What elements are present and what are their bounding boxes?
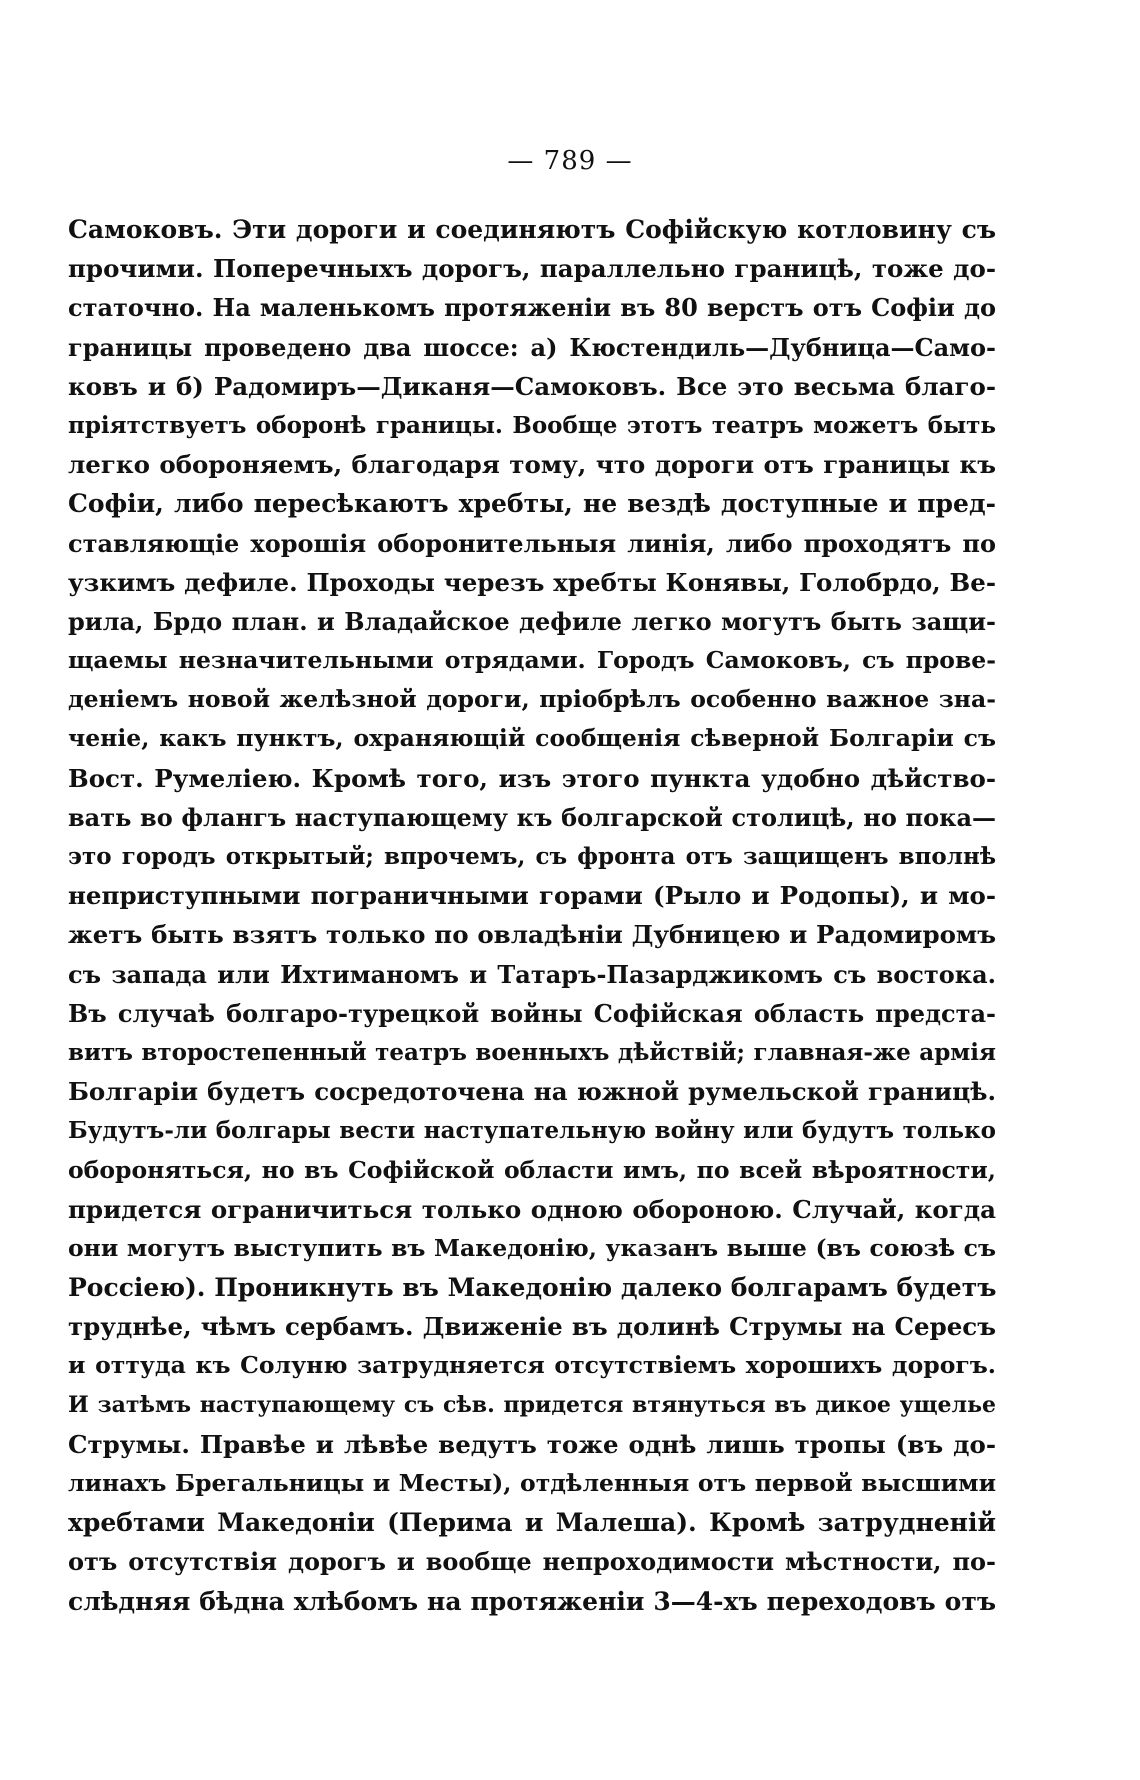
text-line: легко обороняемъ, благодаря тому, что дороги отъ границы къ — [68, 450, 996, 480]
text-line: хребтами Македоніи (Перима и Малеша). Кромѣ затрудненій — [68, 1508, 996, 1538]
text-line: линахъ Брегальницы и Месты), отдѣленныя отъ первой высшими — [68, 1469, 996, 1497]
text-line: вать во флангъ наступающему къ болгарской столицѣ, но пока— — [68, 802, 996, 832]
text-line: щаемы незначительными отрядами. Городъ Самоковъ, съ прове- — [68, 646, 996, 675]
text-line: съ запада или Ихтиманомъ и Татаръ-Пазарджикомъ съ востока. — [68, 959, 996, 989]
text-line: отъ отсутствія дорогъ и вообще непроходимости мѣстности, по- — [68, 1547, 996, 1577]
text-line: и оттуда къ Солуню затрудняется отсутствіемъ хорошихъ дорогъ. — [68, 1351, 996, 1380]
text-line: границы проведено два шоссе: а) Кюстендиль—Дубница—Само- — [68, 332, 996, 362]
text-line: пріятствуетъ оборонѣ границы. Вообще этотъ театръ можетъ быть — [68, 411, 996, 439]
text-line: Самоковъ. Эти дороги и соединяютъ Софійскую котловину съ — [68, 215, 996, 244]
text-line: придется ограничиться только одною обороною. Случай, когда — [68, 1194, 996, 1224]
text-line: слѣдняя бѣдна хлѣбомъ на протяженіи 3—4-хъ переходовъ отъ — [68, 1586, 996, 1616]
body-text — [68, 210, 996, 1621]
text-line: это городъ открытый; впрочемъ, съ фронта отъ защищенъ вполнѣ — [68, 843, 996, 870]
text-line: Софіи, либо пересѣкаютъ хребты, не вездѣ доступные и пред- — [68, 489, 996, 519]
text-line: деніемъ новой желѣзной дороги, пріобрѣлъ особенно важное зна- — [68, 685, 996, 714]
page-number: — 789 — — [507, 146, 633, 176]
text-line: обороняться, но въ Софійской области имъ, по всей вѣроятности, — [68, 1155, 996, 1184]
text-line: труднѣе, чѣмъ сербамъ. Движеніе въ долинѣ Струмы на Сересъ — [68, 1312, 996, 1342]
text-line: ковъ и б) Радомиръ—Диканя—Самоковъ. Все это весьма благо- — [68, 371, 996, 401]
text-line: узкимъ дефиле. Проходы черезъ хребты Конявы, Голобрдо, Ве- — [68, 567, 996, 597]
text-line: статочно. На маленькомъ протяженіи въ 80 верстъ отъ Софіи до — [68, 293, 996, 323]
text-line: неприступными пограничными горами (Рыло и Родопы), и мо- — [68, 881, 996, 911]
text-line: Болгаріи будетъ сосредоточена на южной румельской границѣ. — [68, 1077, 996, 1107]
text-line: И затѣмъ наступающему съ сѣв. придется втянуться въ дикое ущелье — [68, 1391, 996, 1418]
text-line: прочими. Поперечныхъ дорогъ, параллельно границѣ, тоже до- — [68, 254, 996, 284]
text-line: жетъ быть взятъ только по овладѣніи Дубницею и Радомиромъ — [68, 920, 996, 950]
text-line: Вост. Румеліею. Кромѣ того, изъ этого пункта удобно дѣйство- — [68, 763, 996, 793]
text-line: ченіе, какъ пунктъ, охраняющій сообщенія сѣверной Болгаріи съ — [68, 724, 996, 753]
text-line: Струмы. Правѣе и лѣвѣе ведутъ тоже однѣ лишь тропы (въ до- — [68, 1429, 996, 1459]
text-line: Въ случаѣ болгаро-турецкой войны Софійская область предста- — [68, 998, 996, 1028]
text-line: ставляющіе хорошія оборонительныя линія, либо проходятъ по — [68, 528, 996, 558]
text-line: они могутъ выступить въ Македонію, указанъ выше (въ союзѣ съ — [68, 1233, 996, 1262]
text-line: витъ второстепенный театръ военныхъ дѣйствій; главная-же армія — [68, 1038, 996, 1066]
text-line: рила, Брдо план. и Владайское дефиле легко могутъ быть защи- — [68, 606, 996, 636]
text-line: Россіею). Проникнуть въ Македонію далеко болгарамъ будетъ — [68, 1273, 996, 1303]
text-line: Будутъ-ли болгары вести наступательную войну или будутъ только — [68, 1117, 996, 1145]
